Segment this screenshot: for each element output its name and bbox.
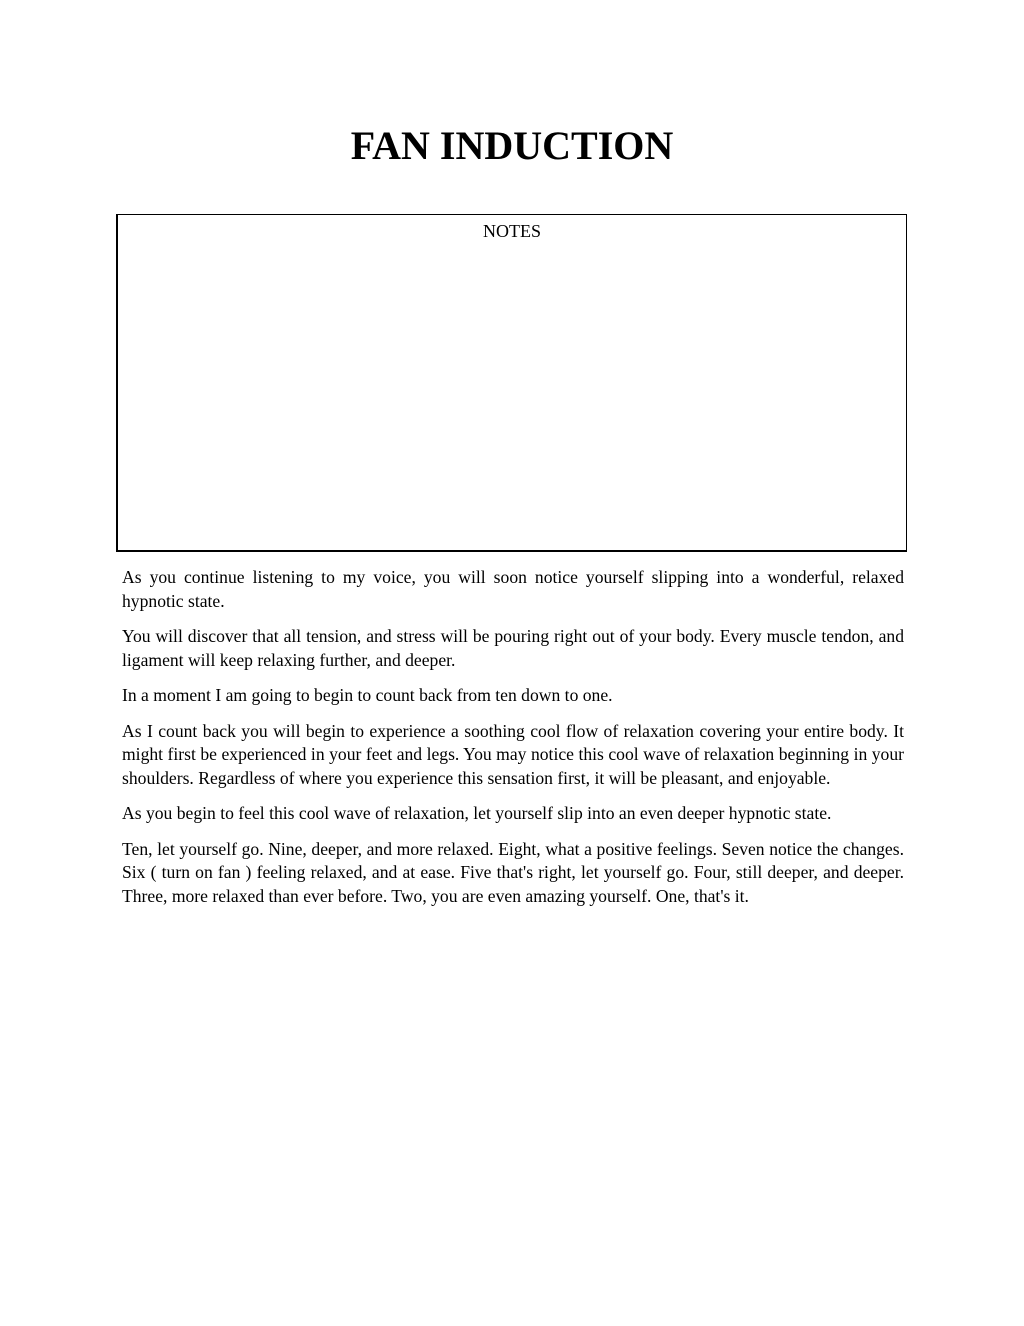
- paragraph: You will discover that all tension, and stress will be pouring right out of your body. Every muscle tendon, and ligament will keep relaxing further, and deeper.: [122, 626, 904, 670]
- document-title: FAN INDUCTION: [350, 123, 674, 168]
- paragraph: As you begin to feel this cool wave of relaxation, let yourself slip into an even deeper hypnotic state.: [122, 803, 832, 823]
- paragraph: As you continue listening to my voice, you will soon notice yourself slipping into a wonderful, relaxed hypnotic state.: [122, 567, 904, 611]
- paragraph: Ten, let yourself go. Nine, deeper, and more relaxed. Eight, what a positive feelings. Seven notice the changes. Six ( turn on fan ) feeling relaxed, and at ease. Five that's right, let yourself go. Four, still deeper, and deeper. Three, more relaxed than ever before. Two, you are even amazing yourself. One, that's it.: [122, 838, 904, 906]
- paragraph: In a moment I am going to begin to count back from ten down to one.: [122, 685, 613, 705]
- body-text: [122, 566, 904, 920]
- notes-box: [116, 214, 907, 552]
- notes-label: NOTES: [483, 221, 541, 241]
- paragraph: As I count back you will begin to experience a soothing cool flow of relaxation covering your entire body. It might first be experienced in your feet and legs. You may notice this cool wave of relaxation beginning in your shoulders. Regardless of where you experience this sensation first, it will be pleasant, and enjoyable.: [122, 720, 904, 788]
